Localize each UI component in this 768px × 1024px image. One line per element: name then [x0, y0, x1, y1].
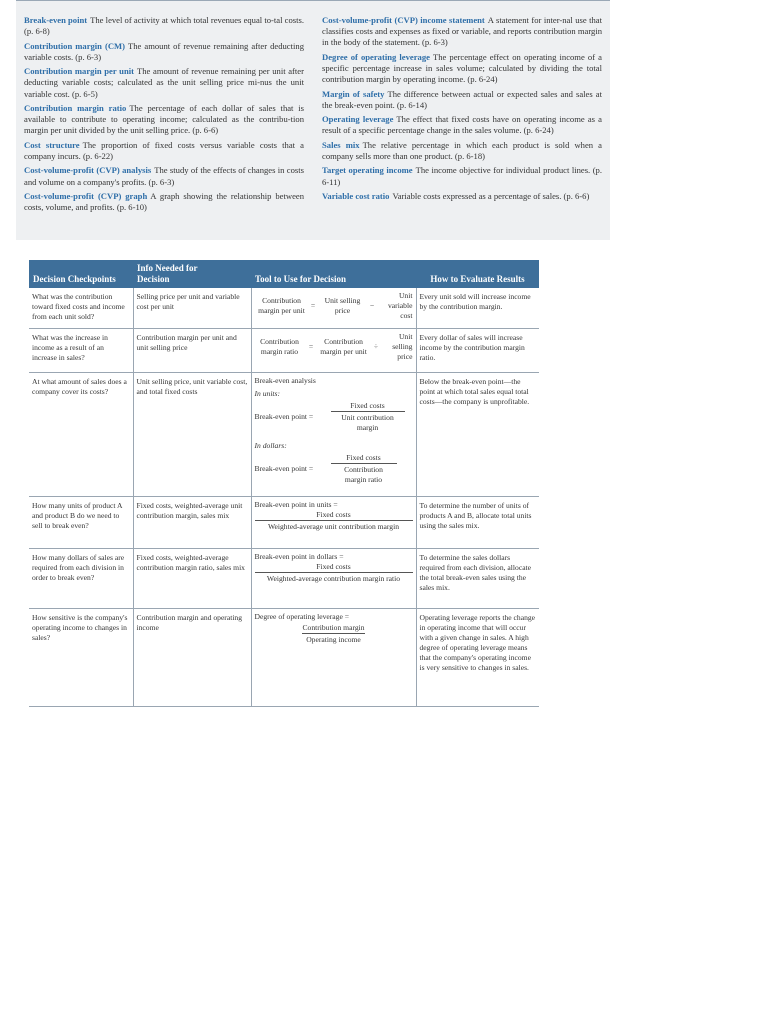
info-cell: Contribution margin per unit and unit selling price — [133, 328, 251, 372]
glossary-entry — [24, 103, 304, 137]
formula-fraction — [255, 510, 413, 532]
in-units-label: In units: — [254, 388, 281, 398]
checkpoint-cell: What was the increase in income as a result of an increase in sales? — [29, 328, 133, 372]
break-even-title: Break-even analysis — [254, 375, 316, 385]
formula-term-b: Unit variable cost — [388, 291, 413, 320]
glossary-definition: The income objective for individual product lines. (p. 6-11) — [322, 165, 602, 187]
header-info-line1: Info Needed for — [137, 263, 198, 273]
tool-cell — [251, 372, 416, 496]
formula-lhs: Break-even point = — [254, 463, 314, 473]
in-dollars-label: In dollars: — [254, 440, 287, 450]
glossary-entry — [322, 140, 602, 162]
formula-fraction — [331, 453, 397, 485]
formula-lhs: Break-even point = — [254, 411, 314, 421]
formula-fraction — [255, 623, 413, 645]
glossary-definition: The amount of revenue remaining after deducting variable costs. (p. 6-3) — [24, 40, 304, 62]
evaluate-cell: Below the break-even point—the point at which total sales equal total costs—the company is unprofitable. — [416, 372, 539, 496]
glossary-panel — [16, 0, 610, 240]
formula-numerator: Fixed costs — [346, 452, 381, 462]
formula-term-a: Contribution margin per unit — [320, 336, 367, 356]
formula-lhs: Contribution margin per unit — [258, 296, 305, 315]
glossary-term: Variable cost ratio — [322, 190, 390, 201]
glossary-definition: The percentage of each dollar of sales that is available to contribute to operating income; calculated as the contribu-tion margin per unit divided by the unit selling price. (p. 6-6) — [24, 102, 305, 136]
glossary-entry — [24, 66, 304, 100]
formula-denominator: Weighted-average contribution margin ratio — [255, 572, 413, 584]
formula-operator: ÷ — [373, 341, 379, 351]
glossary-definition: The study of the effects of changes in costs and volume on a company's profits. (p. 6-3) — [24, 165, 304, 187]
formula-denominator: Unit contribution margin — [331, 411, 405, 433]
glossary-entry — [24, 165, 304, 187]
glossary-entry — [322, 165, 602, 187]
glossary-term: Contribution margin per unit — [24, 66, 134, 77]
decision-table — [29, 260, 539, 707]
glossary-entry — [322, 89, 602, 111]
table-row — [29, 496, 539, 548]
info-cell: Unit selling price, unit variable cost, and total fixed costs — [133, 372, 251, 496]
formula-cm-ratio — [255, 332, 413, 362]
evaluate-cell: To determine the sales dollars required from each division, allocate the total break-even sales using the sales mix. — [416, 548, 539, 608]
formula-lhs: Break-even point in units = — [254, 499, 338, 509]
glossary-entry — [24, 140, 304, 162]
glossary-definition: A statement for inter-nal use that classifies costs and expenses as fixed or variable, and reports contribution margin in the body of the statement. (p. 6-3) — [322, 15, 603, 48]
formula-lhs: Degree of operating leverage = — [254, 611, 350, 621]
formula-equals: = — [308, 341, 314, 351]
glossary-definition: A graph showing the relationship between costs, volume, and profits. (p. 6-10) — [24, 190, 304, 213]
glossary-entry — [24, 15, 304, 37]
header-info-line2: Decision — [137, 274, 170, 284]
glossary-term: Cost-volume-profit (CVP) graph — [24, 190, 148, 201]
glossary-left-column — [24, 15, 304, 217]
glossary-entry — [322, 114, 602, 136]
header-info-needed — [133, 260, 251, 288]
glossary-entry — [322, 52, 602, 86]
glossary-term: Cost structure — [24, 139, 80, 150]
glossary-term: Cost-volume-profit (CVP) analysis — [24, 165, 152, 176]
glossary-entry — [322, 15, 602, 49]
formula-term-a: Unit selling price — [324, 296, 361, 315]
table-row — [29, 288, 539, 328]
decision-toolkit — [29, 260, 539, 707]
glossary-entry — [24, 41, 304, 63]
evaluate-cell: Every unit sold will increase income by the contribution margin. — [416, 288, 539, 328]
glossary-right-column — [322, 15, 602, 205]
formula-fraction — [331, 401, 405, 433]
glossary-entry — [322, 191, 602, 202]
glossary-definition: The relative percentage in which each product is sold when a company sells more than one product. (p. 6-18) — [322, 139, 602, 161]
evaluate-cell: Operating leverage reports the change in operating income that will occur with a given change in sales. A high degree of operating leverage means that the company's operating income is very sensitive to changes in sales. — [416, 608, 539, 706]
formula-lhs: Contribution margin ratio — [260, 336, 299, 356]
glossary-definition: The level of activity at which total revenues equal to-tal costs. (p. 6-8) — [24, 15, 305, 37]
glossary-term: Operating leverage — [322, 114, 394, 125]
table-row — [29, 608, 539, 706]
glossary-definition: Variable costs expressed as a percentage of sales. (p. 6-6) — [392, 190, 590, 201]
glossary-definition: The percentage effect on operating income of a specific percentage increase in sales volume; calculated by dividing the total contribution margin by operating income. (p. 6-24) — [322, 51, 602, 85]
tool-cell — [251, 548, 416, 608]
formula-denominator: Weighted-average unit contribution margin — [255, 520, 413, 532]
glossary-term: Contribution margin (CM) — [24, 40, 126, 51]
glossary-term: Contribution margin ratio — [24, 102, 127, 113]
checkpoint-cell: At what amount of sales does a company cover its costs? — [29, 372, 133, 496]
glossary-definition: The amount of revenue remaining per unit after deducting variable costs; calculated as the unit selling price mi-nus the unit variable cost. (p. 6-5) — [24, 66, 304, 99]
checkpoint-cell: How sensitive is the company's operating income to changes in sales? — [29, 608, 133, 706]
glossary-term: Sales mix — [322, 139, 360, 150]
evaluate-cell: To determine the number of units of products A and B, allocate total units using the sales mix. — [416, 496, 539, 548]
info-cell: Contribution margin and operating income — [133, 608, 251, 706]
formula-numerator: Contribution margin — [302, 622, 365, 632]
table-row — [29, 328, 539, 372]
checkpoint-cell: How many units of product A and product B do we need to sell to break even? — [29, 496, 133, 548]
header-decision-checkpoints: Decision Checkpoints — [29, 260, 133, 288]
header-evaluate: How to Evaluate Results — [416, 260, 539, 288]
glossary-term: Cost-volume-profit (CVP) income statement — [322, 15, 485, 25]
glossary-term: Target operating income — [322, 165, 413, 176]
table-row — [29, 372, 539, 496]
formula-cm-per-unit — [255, 291, 413, 321]
checkpoint-cell: How many dollars of sales are required from each division in order to break even? — [29, 548, 133, 608]
glossary-entry — [24, 191, 304, 213]
info-cell: Fixed costs, weighted-average unit contribution margin, sales mix — [133, 496, 251, 548]
tool-cell — [251, 608, 416, 706]
glossary-definition: The difference between actual or expected sales and sales at the break-even point. (p. 6-14) — [322, 88, 602, 110]
table-header-row — [29, 260, 539, 288]
formula-numerator: Fixed costs — [316, 561, 351, 571]
formula-break-even-units — [255, 401, 413, 433]
formula-equals: = — [310, 301, 316, 310]
table-row — [29, 548, 539, 608]
formula-denominator: Operating income — [302, 633, 365, 645]
header-tool: Tool to Use for Decision — [251, 260, 416, 288]
info-cell: Selling price per unit and variable cost per unit — [133, 288, 251, 328]
glossary-definition: The proportion of fixed costs versus variable costs that a company incurs. (p. 6-22) — [24, 139, 304, 161]
info-cell: Fixed costs, weighted-average contribution margin ratio, sales mix — [133, 548, 251, 608]
formula-operator: − — [369, 301, 375, 310]
checkpoint-cell: What was the contribution toward fixed costs and income from each unit sold? — [29, 288, 133, 328]
formula-break-even-dollars — [255, 453, 413, 485]
formula-numerator: Fixed costs — [316, 509, 351, 519]
tool-cell — [251, 288, 416, 328]
glossary-term: Degree of operating leverage — [322, 51, 430, 62]
formula-lhs: Break-even point in dollars = — [254, 551, 344, 561]
formula-numerator: Fixed costs — [350, 400, 385, 410]
formula-denominator: Contribution margin ratio — [331, 463, 397, 485]
evaluate-cell: Every dollar of sales will increase income by the contribution margin ratio. — [416, 328, 539, 372]
formula-term-b: Unit selling price — [392, 331, 413, 361]
glossary-definition: The effect that fixed costs have on operating income as a result of a specific percentage change in the sales volume. (p. 6-24) — [322, 114, 602, 136]
tool-cell — [251, 496, 416, 548]
tool-cell — [251, 328, 416, 372]
glossary-term: Break-even point — [24, 15, 88, 25]
formula-fraction — [255, 562, 413, 584]
glossary-term: Margin of safety — [322, 88, 385, 99]
